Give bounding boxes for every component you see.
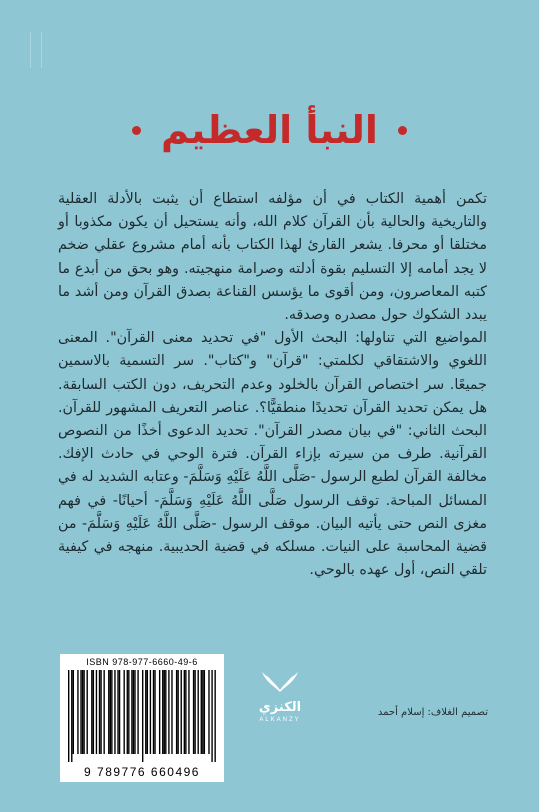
barcode-bar	[99, 670, 100, 754]
barcode-bar	[68, 670, 69, 762]
barcode-bar	[128, 670, 129, 754]
barcode-digits: 9 789776 660496	[84, 765, 200, 779]
barcode-bar	[96, 670, 97, 754]
barcode-bar	[177, 670, 178, 754]
isbn-label: ISBN 978-977-6660-49-6	[86, 657, 198, 667]
barcode-bar	[208, 670, 209, 754]
barcode-bar	[114, 670, 115, 754]
barcode-bar	[194, 670, 195, 754]
barcode-bar	[93, 670, 94, 754]
barcode-bar	[153, 670, 154, 754]
barcode-bar	[110, 670, 111, 754]
barcode-bar	[193, 670, 194, 754]
barcode-bar	[165, 670, 166, 754]
publisher-logo	[244, 668, 316, 723]
blurb	[58, 188, 487, 582]
barcode-bar	[145, 670, 146, 754]
barcode-bar	[83, 670, 84, 754]
barcode-bar	[198, 670, 199, 754]
barcode-bar	[159, 670, 160, 754]
barcode-icon	[68, 670, 216, 762]
barcode-bar	[201, 670, 202, 754]
cover-designer-credit: تصميم الغلاف: إسلام أحمد	[377, 707, 488, 718]
barcode-bar	[91, 670, 92, 754]
barcode-bar	[204, 670, 205, 754]
publisher-name-latin: ALKANZY	[259, 717, 301, 723]
title-row	[0, 108, 539, 152]
barcode-bar	[184, 670, 185, 754]
barcode-bar	[87, 670, 88, 754]
barcode-bar	[188, 670, 189, 754]
blurb-paragraph-topics: المواضيع التي تناولها: البحث الأول "في تحديد معنى القرآن". المعنى اللغوي والاشتقاقي لكلمتي: "قرآن" و"كتاب". سر التسمية بالاسمين جميعًا. سر اختصاص القرآن بالخلود وعدم التحريف، دون الكتب السابقة. هل يمكن تحديد القرآن تحديدًا منطقيًّا؟. عناصر التعريف المشهور للقرآن. البحث الثاني: "في بيان مصدر القرآن". تحديد الدعوى أخذًا من النصوص القرآنية. طرف من سيرته بإزاء القرآن. فترة الوحي في حادث الإفك. مخالفة القرآن لطبع الرسول -صَلَّى اللَّهُ عَلَيْهِ وَسَلَّمَ- وعتابه الشديد له في المسائل المباحة. توقف الرسول صَلَّى اللَّهُ عَلَيْهِ وَسَلَّمَ- أحيانًا- في فهم مغزى النص حتى يأتيه البيان. موقف الرسول -صَلَّى اللَّهُ عَلَيْهِ وَسَلَّمَ- من قضية المحاسبة على النيات. مسلكه في قضية الحديبية. منهجه في كيفية تلقي النص، أول عهده بالوحي.	[58, 330, 487, 579]
barcode-bar	[80, 670, 81, 754]
barcode-bar	[117, 670, 118, 754]
barcode-bar	[100, 670, 101, 754]
barcode-bar	[211, 670, 212, 762]
barcode-bar	[73, 670, 74, 754]
barcode-bar	[127, 670, 128, 754]
barcode-box	[60, 654, 224, 782]
barcode-bar	[142, 670, 143, 762]
barcode-bar	[103, 670, 104, 754]
barcode-bar	[82, 670, 83, 754]
barcode-bar	[164, 670, 165, 754]
barcode-bar	[202, 670, 203, 754]
barcode-bar	[168, 670, 169, 754]
barcode-bar	[71, 670, 72, 762]
publisher-name: الكنزي	[258, 700, 302, 715]
barcode-bar	[162, 670, 163, 754]
barcode-bar	[119, 670, 120, 754]
title-bullet-right	[398, 126, 407, 135]
spine-mark	[30, 32, 42, 68]
barcode-bar	[214, 670, 215, 762]
book-title: النبأ العظيم	[161, 108, 378, 152]
barcode-bar	[133, 670, 134, 754]
barcode-bar	[77, 670, 78, 754]
blurb-paragraph-intro: تكمن أهمية الكتاب في أن مؤلفه استطاع أن يثبت بالأدلة العقلية والتاريخية والحالية بأن القرآن كلام الله، وأنه يستحيل أن يكون مكذوبا أو مختلقا أو محرفا. يشعر القارئ لهذا الكتاب بأنه أمام مشروع عقلي ضخم لا يجد أمامه إلا التسليم بقوة أدلته وصرامة منهجيته. وهو بحق من أبدع ما كتبه المعاصرون، ومن أقوى ما يؤسس القناعة بصدق القرآن ومن أشد ما يبدد الشكوك حول مصدره وصدقه.	[58, 191, 487, 324]
barcode-bar	[108, 670, 109, 754]
barcode-bar	[147, 670, 148, 754]
title-bullet-left	[132, 126, 141, 135]
barcode-bar	[134, 670, 135, 754]
barcode-bar	[137, 670, 138, 754]
barcode-bar	[185, 670, 186, 754]
barcode-bar	[171, 670, 172, 754]
barcode-bar	[150, 670, 151, 754]
barcode-bar	[131, 670, 132, 754]
barcode-bar	[124, 670, 125, 754]
barcode-bar	[181, 670, 182, 754]
barcode-bar	[176, 670, 177, 754]
wings-icon	[260, 668, 300, 694]
barcode-bar	[154, 670, 155, 754]
barcode-bar	[111, 670, 112, 754]
